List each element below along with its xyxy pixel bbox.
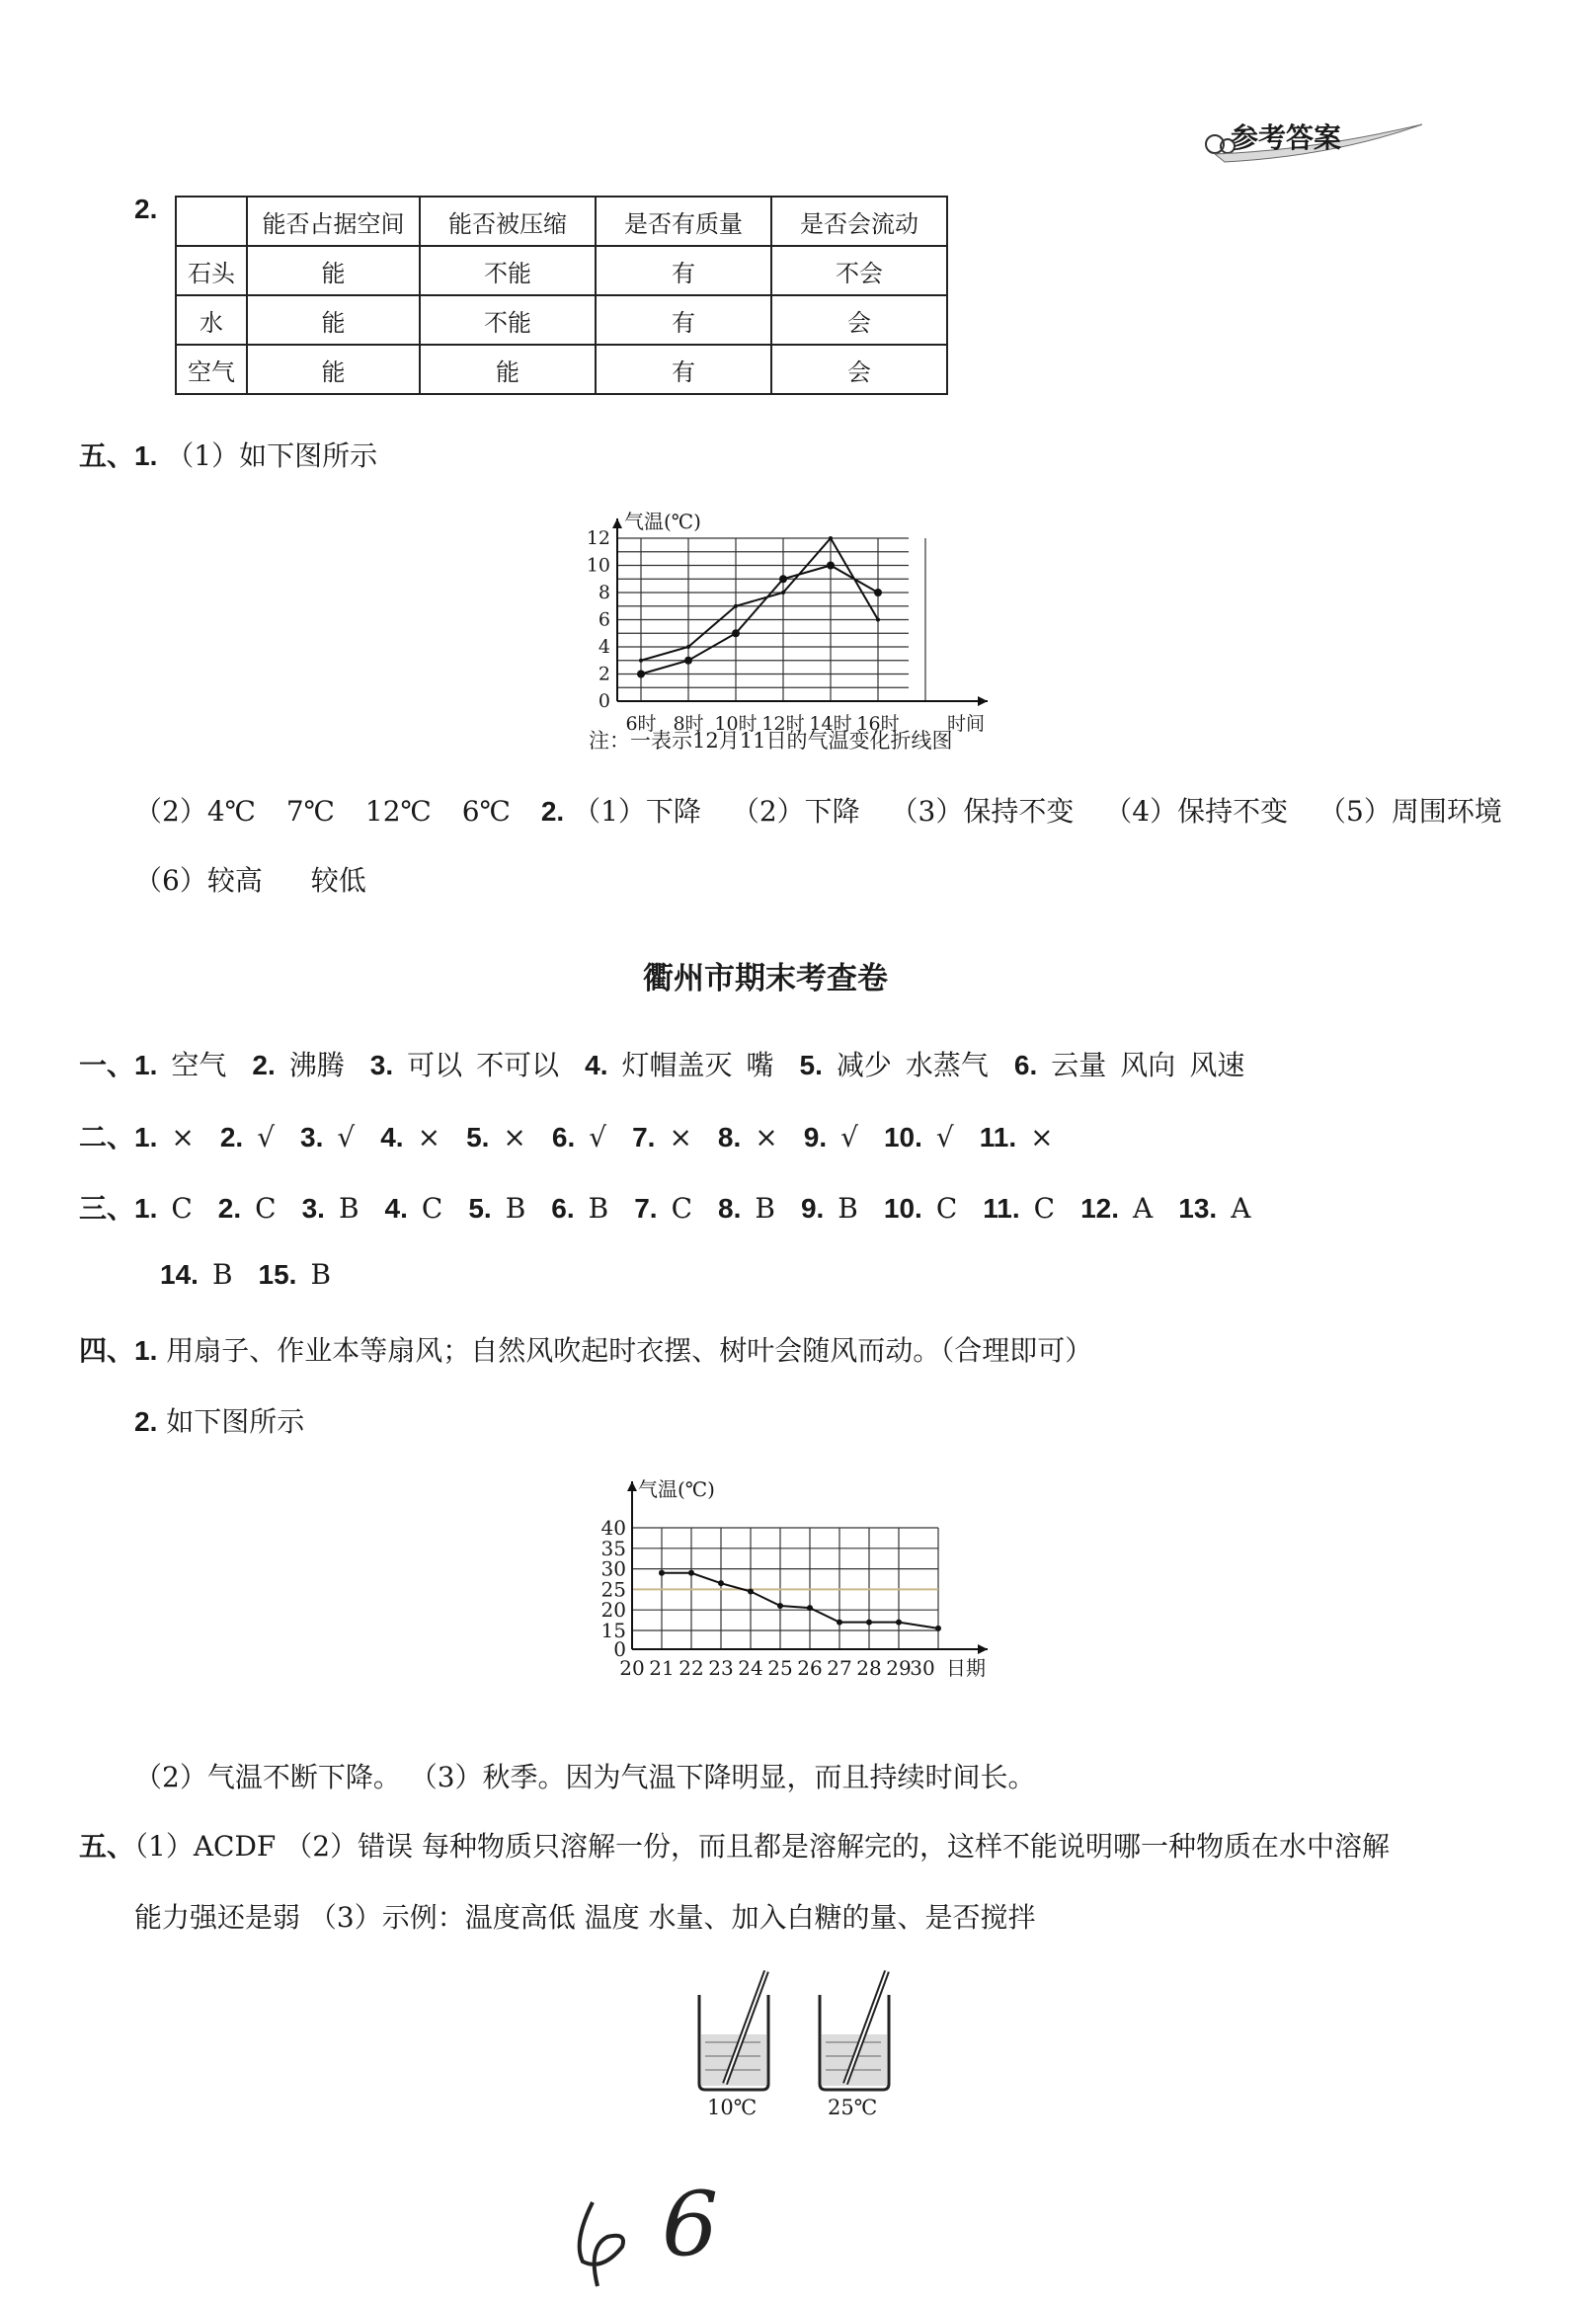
- y-tick-label: 25: [600, 1577, 626, 1602]
- table-cell: 能: [247, 345, 420, 394]
- y-tick-label: 40: [600, 1516, 626, 1540]
- answer-text: A: [1231, 1192, 1251, 1225]
- x-tick-label: 14时: [809, 713, 852, 735]
- chart1-note: 注：一表示12月11日的气温变化折线图: [589, 729, 953, 753]
- data-point: [807, 1605, 813, 1611]
- data-point: [659, 1570, 665, 1576]
- header-badge: [1195, 111, 1432, 166]
- table-row: [176, 295, 947, 345]
- data-point: [874, 589, 882, 596]
- question-number: 12.: [1080, 1193, 1120, 1224]
- answer-text: C: [171, 1192, 193, 1225]
- question-number: 10.: [883, 1193, 922, 1224]
- x-tick-label: 27: [827, 1656, 852, 1680]
- beaker-thermometer-icon: [691, 1965, 780, 2094]
- answer-text: √: [935, 1121, 954, 1153]
- part5-line-2: 能力强还是弱 （3）示例：温度高低 温度 水量、加入白糖的量、是否搅拌: [134, 1901, 1036, 1934]
- part1-line: [79, 1044, 1244, 1083]
- question-number: 11.: [979, 1122, 1017, 1152]
- answer-text: √: [589, 1121, 607, 1153]
- table-cell: 会: [771, 295, 947, 345]
- question-number: 5.: [799, 1050, 823, 1080]
- properties-table: [175, 196, 948, 395]
- part5-line-1: [79, 1825, 1390, 1865]
- y-tick-label: 0: [598, 690, 610, 712]
- table-cell: 水: [176, 295, 247, 345]
- table-cell: 有: [596, 246, 771, 295]
- answer-text: C: [671, 1192, 692, 1225]
- table-cell: 不能: [420, 295, 596, 345]
- beaker-10c: [691, 1965, 780, 2123]
- part5-text-1: （1）ACDF （2）错误 每种物质只溶解一份，而且都是溶解完的，这样不能说明哪一种物质在水中溶解: [134, 1830, 1390, 1863]
- answer-text: （5）周围环境: [1318, 795, 1502, 828]
- question-number: 4.: [380, 1122, 404, 1152]
- table-header-cell: 能否被压缩: [420, 197, 596, 246]
- answer-text: ×: [417, 1121, 441, 1153]
- y-tick-label: 4: [598, 636, 610, 658]
- data-point: [777, 1603, 783, 1609]
- question-prefix: 二、1.: [79, 1122, 158, 1152]
- beaker-label: 25℃: [828, 2096, 878, 2119]
- data-point: [935, 1626, 941, 1631]
- answer-text: （1）下降: [573, 795, 701, 828]
- question-number: 5.: [468, 1193, 492, 1224]
- handwritten-mark: [553, 2173, 751, 2291]
- question-prefix: 一、1.: [79, 1050, 158, 1080]
- table-cell: 有: [596, 345, 771, 394]
- data-point: [732, 629, 740, 637]
- data-point: [684, 657, 692, 665]
- data-point: [896, 1620, 902, 1626]
- answer-text: B: [505, 1192, 526, 1225]
- table-row: [176, 246, 947, 295]
- question-number: 2.: [219, 1122, 244, 1152]
- x-tick-label: 6时: [625, 713, 657, 735]
- answer-text: 不可以: [476, 1049, 560, 1081]
- answer-text: B: [588, 1192, 609, 1225]
- answer-text: B: [211, 1258, 233, 1291]
- answer-text: （2）4℃: [134, 795, 256, 828]
- answer-text: 嘴: [746, 1049, 774, 1081]
- question-number: 6.: [551, 1122, 576, 1152]
- part5-q1-text: （1）如下图所示: [166, 439, 378, 472]
- question-number: 14.: [160, 1259, 199, 1290]
- y-axis-label: 气温(℃): [638, 1477, 715, 1501]
- temperature-chart-dec11: [563, 499, 1017, 760]
- x-axis-label: 日期: [946, 1656, 986, 1680]
- x-tick-label: 24: [738, 1656, 763, 1680]
- data-point: [837, 1620, 842, 1626]
- answer-text: 较低: [310, 864, 366, 897]
- table-cell: 能: [247, 295, 420, 345]
- table-row: [176, 345, 947, 394]
- question-number: 15.: [258, 1259, 297, 1290]
- answer-text: ×: [1030, 1121, 1054, 1153]
- answer-text: C: [255, 1192, 277, 1225]
- x-tick-label: 10时: [714, 713, 758, 735]
- part4-q2-line: [134, 1400, 304, 1440]
- part5-q1-prefix: 五、1.: [79, 440, 158, 471]
- table-cell: 空气: [176, 345, 247, 394]
- x-tick-label: 28: [856, 1656, 882, 1680]
- question-number: 13.: [1178, 1193, 1218, 1224]
- table-cell: 石头: [176, 246, 247, 295]
- y-tick-label: 12: [586, 527, 610, 549]
- table-header-cell: 能否占据空间: [247, 197, 420, 246]
- data-point: [637, 671, 645, 678]
- part3-line-2: [134, 1258, 331, 1291]
- answer-text: 减少: [836, 1049, 892, 1081]
- data-point: [639, 659, 643, 663]
- x-axis-arrow: [978, 1644, 988, 1654]
- y-tick-label: 35: [600, 1536, 626, 1560]
- x-tick-label: 12时: [761, 713, 805, 735]
- page-mark: 6: [662, 2173, 719, 2276]
- x-tick-label: 30: [910, 1656, 935, 1680]
- answer-text: ×: [171, 1121, 195, 1153]
- table-cell: 能: [420, 345, 596, 394]
- badge-text: 参考答案: [1231, 121, 1342, 154]
- answer-text: 沸腾: [288, 1049, 345, 1081]
- y-axis-arrow: [627, 1481, 637, 1491]
- question-number: 2.: [217, 1193, 242, 1224]
- question-number: 9.: [803, 1122, 828, 1152]
- question-number: 6.: [551, 1193, 575, 1224]
- answer-text: （2）下降: [731, 795, 860, 828]
- answer-text: √: [257, 1121, 276, 1153]
- answer-text: 可以: [407, 1049, 463, 1081]
- question-number: 3.: [300, 1122, 324, 1152]
- handwritten-scribble-icon: [553, 2192, 662, 2291]
- answer-text: √: [840, 1121, 858, 1153]
- x-tick-label: 23: [708, 1656, 734, 1680]
- question-number: 10.: [883, 1122, 922, 1152]
- question-number: 9.: [800, 1193, 825, 1224]
- x-tick-label: 16时: [856, 713, 900, 735]
- answer-text: 6℃: [461, 795, 511, 828]
- answer-text: 云量: [1051, 1049, 1107, 1081]
- answer-text: B: [838, 1192, 858, 1225]
- part5-prefix: 五、: [79, 1831, 135, 1862]
- data-point: [734, 604, 738, 608]
- answer-text: 12℃: [364, 795, 432, 828]
- answer-text: 空气: [171, 1049, 227, 1081]
- y-tick-label: 30: [600, 1556, 626, 1581]
- x-axis-arrow: [978, 696, 988, 706]
- y-tick-label: 20: [600, 1598, 626, 1623]
- answer-text: B: [310, 1258, 332, 1291]
- x-axis-label: 时间: [946, 713, 986, 735]
- data-point: [779, 575, 787, 583]
- data-point: [781, 591, 785, 595]
- answer-number: 2.: [540, 796, 565, 827]
- answer-text: ×: [669, 1121, 692, 1153]
- part4-q1-text: 用扇子、作业本等扇风；自然风吹起时衣摆、树叶会随风而动。（合理即可）: [166, 1334, 1093, 1367]
- data-point: [866, 1620, 872, 1626]
- x-tick-label: 25: [767, 1656, 793, 1680]
- answer-text: 灯帽盖灭: [621, 1049, 733, 1081]
- question-number: 8.: [717, 1122, 742, 1152]
- answers-line-2: [134, 859, 366, 899]
- question-number: 3.: [301, 1193, 325, 1224]
- question-prefix: 三、1.: [79, 1193, 158, 1224]
- table-header-cell: [176, 197, 247, 246]
- question-number: 6.: [1013, 1050, 1038, 1080]
- part4-q2-text: 如下图所示: [166, 1405, 305, 1438]
- y-axis-arrow: [612, 518, 622, 528]
- answer-text: （4）保持不变: [1104, 795, 1289, 828]
- answer-text: 风向: [1120, 1049, 1176, 1081]
- question-number: 11.: [983, 1193, 1020, 1224]
- answer-text: A: [1133, 1192, 1154, 1225]
- beaker-25c: [812, 1965, 901, 2123]
- question-number: 8.: [718, 1193, 742, 1224]
- table-cell: 不能: [420, 246, 596, 295]
- table-cell: 有: [596, 295, 771, 345]
- y-tick-label: 6: [598, 608, 610, 631]
- x-tick-label: 26: [797, 1656, 823, 1680]
- answer-text: √: [337, 1121, 356, 1153]
- question-number: 7.: [634, 1193, 658, 1224]
- answer-text: C: [935, 1192, 958, 1225]
- part4-after-chart: （2）气温不断下降。 （3）秋季。因为气温下降明显，而且持续时间长。: [134, 1761, 1036, 1793]
- part2-line: [79, 1116, 1054, 1155]
- question-number: 3.: [369, 1050, 394, 1080]
- table-cell: 能: [247, 246, 420, 295]
- data-point: [688, 1570, 694, 1576]
- answer-text: B: [338, 1192, 359, 1225]
- answer-text: 风速: [1189, 1049, 1245, 1081]
- y-tick-label: 0: [613, 1637, 626, 1661]
- data-point: [827, 562, 835, 570]
- table-header-cell: 是否有质量: [596, 197, 771, 246]
- beaker-label: 10℃: [707, 2096, 758, 2119]
- table-header-cell: 是否会流动: [771, 197, 947, 246]
- section-title: 衢州市期末考查卷: [643, 961, 888, 996]
- answer-text: 7℃: [285, 795, 335, 828]
- table-header-row: [176, 197, 947, 246]
- series-line-series-a: [641, 538, 878, 661]
- answer-text: C: [1033, 1192, 1056, 1225]
- answer-text: ×: [503, 1121, 526, 1153]
- answer-text: B: [755, 1192, 775, 1225]
- question-number: 4.: [585, 1050, 608, 1080]
- x-tick-label: 20: [619, 1656, 645, 1680]
- question-number: 4.: [384, 1193, 408, 1224]
- data-point: [829, 536, 833, 540]
- y-tick-label: 15: [600, 1619, 626, 1642]
- table-cell: 不会: [771, 246, 947, 295]
- question-number: 5.: [466, 1122, 490, 1152]
- answer-text: （3）保持不变: [890, 795, 1075, 828]
- table-cell: 会: [771, 345, 947, 394]
- answer-text: C: [421, 1192, 443, 1225]
- question-number: 2.: [134, 194, 158, 224]
- data-point: [876, 618, 880, 622]
- y-axis-label: 气温(℃): [624, 510, 701, 533]
- y-tick-label: 2: [598, 663, 610, 685]
- data-point: [748, 1588, 754, 1594]
- answer-text: 水蒸气: [905, 1049, 989, 1081]
- data-point: [718, 1580, 724, 1586]
- y-tick-label: 10: [586, 554, 610, 577]
- answer-text: （6）较高: [134, 864, 263, 897]
- answers-line-1: [134, 790, 1502, 830]
- x-tick-label: 29: [886, 1656, 912, 1680]
- y-tick-label: 8: [598, 582, 610, 603]
- answer-text: ×: [755, 1121, 778, 1153]
- question-number: 7.: [632, 1122, 656, 1152]
- part4-prefix: 四、1.: [79, 1335, 158, 1366]
- x-tick-label: 21: [649, 1656, 675, 1680]
- x-tick-label: 22: [678, 1656, 704, 1680]
- part5-q1-line: [79, 435, 377, 474]
- beaker-thermometer-icon: [812, 1965, 901, 2094]
- part3-line: [79, 1187, 1250, 1227]
- part4-q2-number: 2.: [134, 1406, 158, 1437]
- x-tick-label: 8时: [673, 713, 704, 735]
- temperature-chart-dates: [573, 1462, 1007, 1718]
- part4-q1-line: [79, 1329, 1092, 1369]
- data-point: [686, 645, 690, 649]
- question-number: 2.: [252, 1050, 276, 1080]
